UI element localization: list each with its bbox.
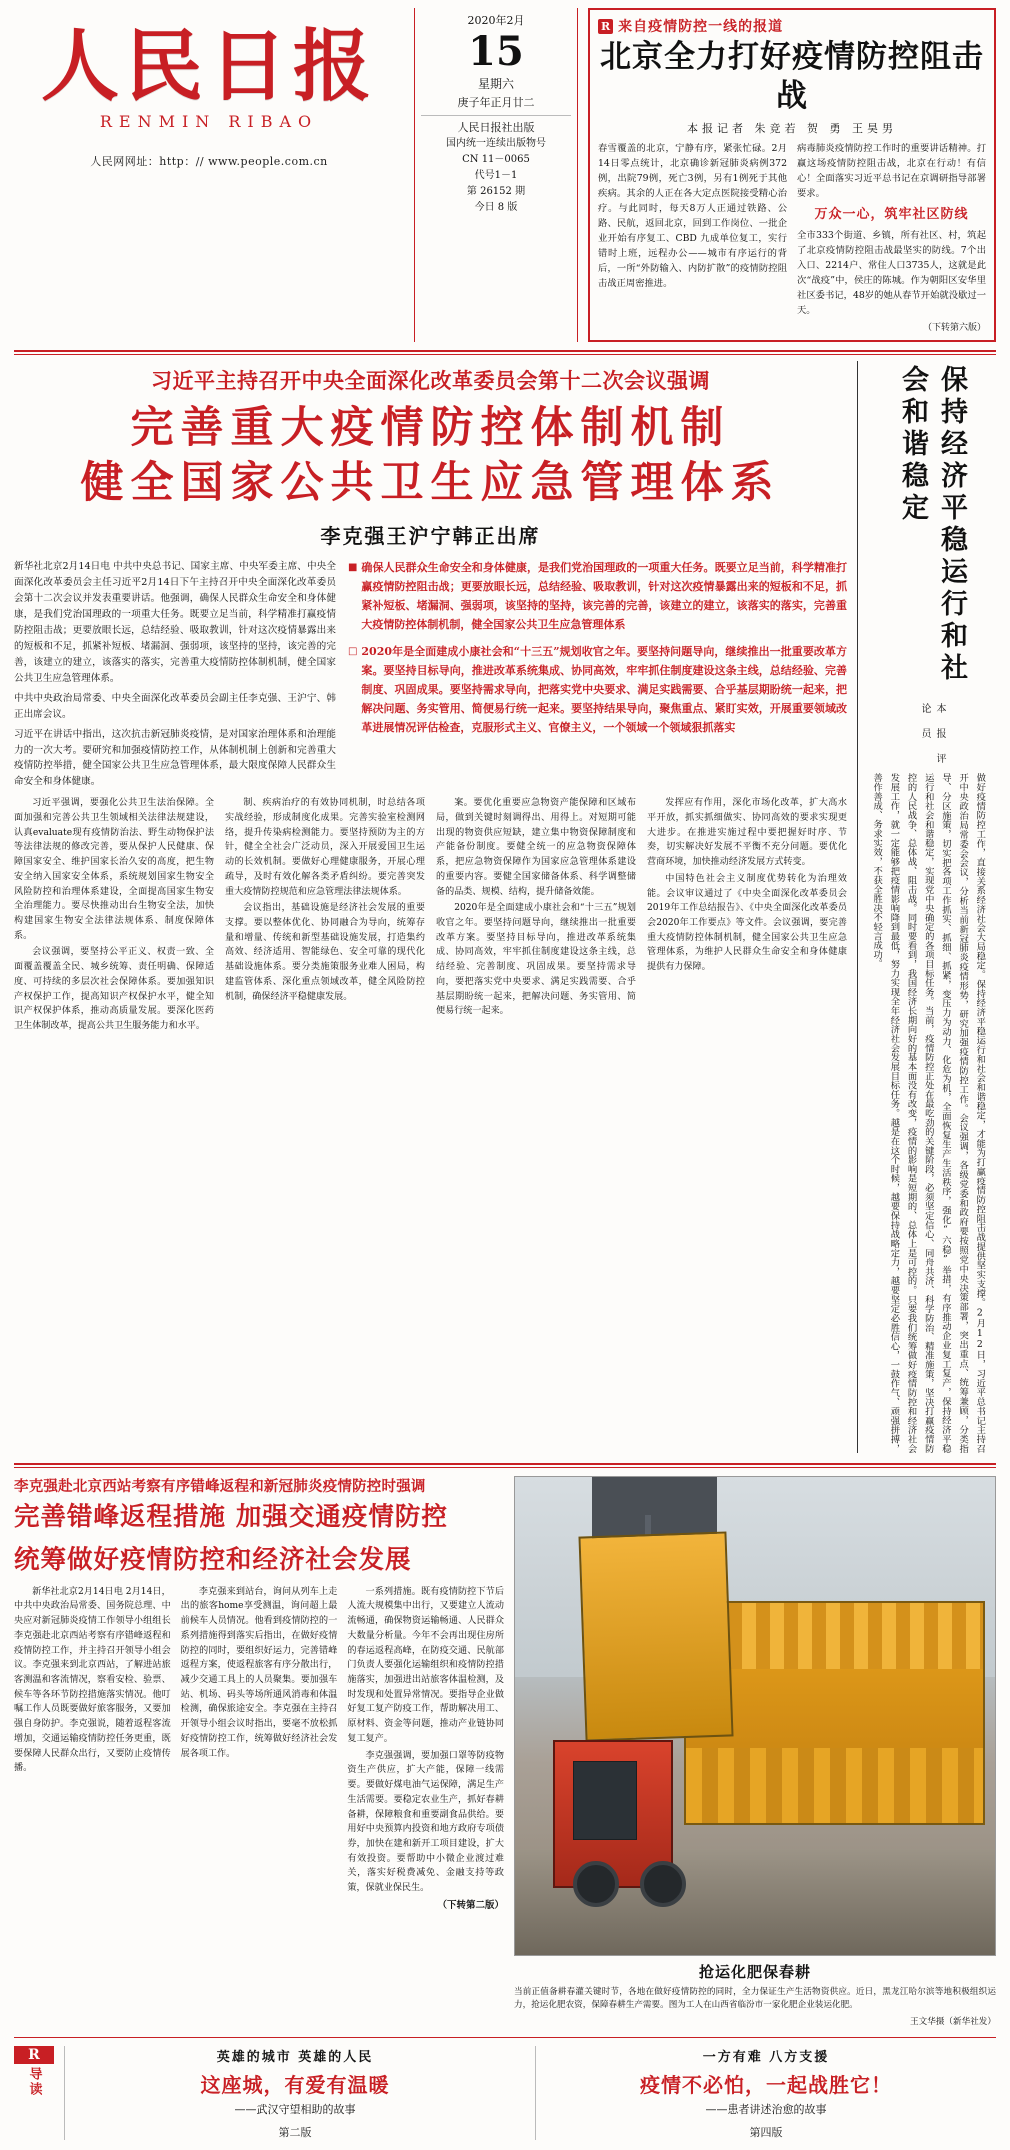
- top-story-col-2: [797, 141, 986, 336]
- newspaper-logo: 人民日报: [40, 21, 377, 112]
- main-body-columns: [14, 796, 847, 1036]
- photo-forklift-cab: [573, 1761, 637, 1839]
- commentary-column: [858, 361, 996, 1453]
- divider-red-thick-2: [14, 1463, 996, 1465]
- main-body-p4: 发挥应有作用，深化市场化改革，扩大高水平开放，抓实抓细做实、协同高效的要求实现更大进步。在推进实施过程中要把握好时序、节奏，切实解决好发展不平衡不充分问题。要优化营商环境，加快推动经济发展方式转变。: [647, 798, 847, 868]
- photo-credit: 王文华摄（新华社发）: [910, 2017, 996, 2028]
- main-headline-line-1: 完善重大疫情防控体制机制: [130, 402, 731, 453]
- lower-shoulder: 李克强赴北京西站考察有序错峰返程和新冠肺炎疫情防控时强调: [14, 1477, 426, 1495]
- lower-section: [0, 1476, 1010, 2028]
- top-story-col-2-text: 病毒肺炎疫情防控工作时的重要讲话精神。打赢这场疫情防控阻击战，北京在行动！有信心！全面落实习近平总书记在京调研指导部署要求。: [797, 142, 986, 199]
- reading-guide: [14, 2037, 996, 2140]
- divider-red-thin-2: [14, 1467, 996, 1468]
- main-lead-column: [14, 559, 336, 790]
- guide-item-1-top: 英雄的城市 英雄的人民: [216, 2050, 374, 2066]
- main-story: [14, 361, 858, 1453]
- publisher-name: 人民日报社出版: [421, 115, 571, 136]
- main-headline-line-2: 健全国家公共卫生应急管理体系: [80, 458, 781, 509]
- top-story-columns: [598, 141, 986, 336]
- publication-month: 2020年2月: [467, 14, 525, 27]
- main-body-p6: 会议指出，基础设施是经济社会发展的重要支撑。要以整体优化、协同融合为导向，统筹存量和增量、传统和新型基础设施发展，打造集约高效、经济适用、智能绿色、安全可靠的现代化基础设施体系。要分类施策服务业难人困局，构建监管体系、深化重点领域改革，健全风险防控机制，确保经济平稳健康发展。: [225, 903, 425, 1002]
- photo-wheel-left: [573, 1861, 619, 1907]
- guide-badge-label: 导读: [26, 2067, 42, 2098]
- top-story-col-1: 春雪覆盖的北京，宁静有序，紧张忙碌。2月14日零点统计，北京确诊新冠肺炎病例372例，出院79例，死亡3例，另有1例死于其他疾病。其余的人正在各大定点医院接受精心治疗。与此同时，每天8万人正通过铁路、公路、民航，返回北京，回到工作岗位、一批企业开始有序复工、CBD 九成单位复工，实行错时上班，远程办公——城市有序运行的背后，一所“外防输入、内防扩散”的疫情防控阻击战正周密推进。: [598, 142, 787, 289]
- publication-day: 15: [468, 28, 524, 76]
- main-lead-p2: 中共中央政治局常委、中央全面深化改革委员会副主任李克强、王沪宁、韩正出席会议。: [14, 692, 336, 720]
- serial-line-3: 代号1－1: [474, 169, 518, 181]
- masthead-date-block: [414, 8, 578, 342]
- photo-fertilizer-bags: [579, 1531, 734, 1741]
- guide-item-1-title: 这座城，有爱有温暖: [200, 2073, 390, 2098]
- main-subhead: 李克强王沪宁韩正出席: [320, 524, 541, 549]
- lower-col-1: [14, 1585, 171, 1913]
- main-section: [0, 361, 1010, 1453]
- publication-lunar-date: 庚子年正月廿二: [457, 95, 535, 109]
- main-body-p1: 习近平强调，要强化公共卫生法治保障。全面加强和完善公共卫生领域相关法律法规建设，认真evaluate现有疫情防治法、野生动物保护法等法律法规的修改完善，要从保护人民健康、保障国家安全、维护国家长治久安的高度，把生物安全纳入国家安全体系，系统规划国家生物安全风险防控和治理体系建设，全面提高国家生物安全治理能力。要尽快推动出台生物安全法，加快构建国家生物安全法律法规体系、制度保障体系。: [14, 798, 214, 941]
- website-url: 人民网网址：http：// www.people.com.cn: [90, 154, 328, 168]
- guide-item-2[interactable]: [535, 2046, 996, 2140]
- main-body-col-4: [647, 796, 847, 1036]
- top-story-kicker: [598, 16, 986, 36]
- lower-story: [14, 1476, 504, 2028]
- publication-weekday: 星期六: [477, 77, 514, 92]
- main-bullet-1-text: 确保人民群众生命安全和身体健康，是我们党治国理政的一项重大任务。既要立足当前，科学精准打赢疫情防控阻击战；更要放眼长远，总结经验、吸取教训，针对这次疫情暴露出来的短板和不足，抓紧补短板、堵漏洞、强弱项，该坚持的坚持，该完善的完善，该建立的建立，该落实的落实，完善重大疫情防控体制机制，健全国家公共卫生应急管理体系: [361, 561, 847, 632]
- photo-caption: 抢运化肥保春耕: [698, 1962, 811, 1981]
- guide-item-1[interactable]: [64, 2046, 525, 2140]
- main-body-p8: 中国特色社会主义制度优势转化为治理效能。会议审议通过了《中央全面深化改革委员会2019年工作总结报告》、《中央全面深化改革委员会2020年工作要点》等文件。会议强调，要完善重大疫情防控体制机制，健全国家公共卫生应急管理体系，为维护人民群众生命安全和身体健康提供有力保障。: [647, 873, 847, 973]
- divider-red-thin: [14, 354, 996, 355]
- main-bullets: [348, 559, 847, 790]
- news-photo: [514, 1476, 996, 1956]
- photo-block: [514, 1476, 996, 2028]
- guide-badge: [14, 2046, 54, 2140]
- kicker-text: 来自疫情防控一线的报道: [618, 19, 784, 35]
- masthead: [0, 0, 1010, 346]
- divider-red-thick: [14, 350, 996, 352]
- newspaper-logo-pinyin: RENMIN RIBAO: [99, 111, 319, 131]
- bullet-square-icon: ■: [347, 562, 358, 574]
- main-body-p3: 案。要优化重要应急物资产能保障和区域布局，做到关键时刻调得出、用得上。对短期可能出现的物资供应短缺，建立集中物资保障制度和产能备份制度。要健全统一的应急物资保障体系，把应急物资保障作为国家应急管理体系建设的重要内容。要健全国家储备体系、科学调整储备的品类、规模、结构，提升储备效能。: [436, 798, 636, 897]
- lower-jump: （下转第二版）: [437, 1899, 505, 1911]
- serial-line-2: CN 11－0065: [462, 153, 530, 165]
- main-body-col-3: [436, 796, 636, 1036]
- kicker-badge-icon: R: [598, 19, 613, 34]
- lower-col-2: [181, 1585, 338, 1913]
- guide-badge-letter-icon: R: [14, 2046, 54, 2064]
- lower-col-1-text: 新华社北京2月14日电 2月14日，中共中央政治局常委、国务院总理、中央应对新冠肺炎疫情工作领导小组组长李克强赴北京西站考察有序错峰返程和疫情防控工作，并主持召开领导小组会议。李克强来到北京西站，了解进站旅客测温和客流情况，察看安检、验票、候车等各环节防控措施落实情况。他叮嘱工作人员既要做好旅客服务，又要加强自身防护。李克强说，随着返程客流增加，交通运输疫情防控任务更重，既要保障人民群众出行，又要防止疫情传播。: [14, 1586, 171, 1774]
- lower-headline-line-2: 统筹做好疫情防控和经济社会发展: [14, 1544, 412, 1575]
- issue-number: 第 26152 期: [466, 185, 526, 197]
- lower-col-3: [347, 1585, 504, 1913]
- top-story-subhead: 万众一心，筑牢社区防线: [814, 206, 969, 222]
- main-body-col-1: [14, 796, 214, 1036]
- guide-item-1-page: 第二版: [278, 2126, 312, 2140]
- guide-item-1-sub: ——武汉守望相助的故事: [234, 2103, 356, 2117]
- top-story-col-2b-text: 全市333个街道、乡镇，所有社区、村，筑起了北京疫情防控阻击战最坚实的防线。7个出入口、2214户、常住人口3735人，这就是此次“战疫”中，侯庄的陈城。作为朝阳区安华里社区委书记，48岁的她从春节开始就没歇过一天。: [797, 229, 986, 316]
- guide-item-2-top: 一方有难 八方支援: [702, 2050, 830, 2066]
- bullet-square-outline-icon: □: [347, 646, 358, 657]
- top-story-jump: （下转第六版）: [922, 323, 986, 334]
- top-story-headline: 北京全力打好疫情防控阻击战: [600, 39, 984, 114]
- main-body-p7: 2020年是全面建成小康社会和“十三五”规划收官之年。要坚持问题导向，继续推出一批重要改革方案。要坚持目标导向，推进改革系统集成、协同高效，牢牢抓住制度建设这条主线，总结经验、完善制度、巩固成果。要坚持需求导向，要把落实党中央要求、满足实践需要、合乎基层期盼统一起来，把解决问题、务实管用、简便易行统一起来。: [436, 903, 636, 1017]
- guide-item-2-page: 第四版: [749, 2126, 783, 2140]
- guide-item-2-title: 疫情不必怕，一起战胜它！: [640, 2073, 892, 2098]
- lower-col-4-text: 李克强强调，要加强口罩等防疫物资生产供应，扩大产能，保障一线需要。要做好煤电油气运保障，满足生产生活需要。要稳定农业生产，抓好春耕备耕，保障粮食和重要副食品供给。要用好中央预算内投资和地方政府专项债券，加快在建和新开工项目建设，扩大有效投资。要帮助中小微企业渡过难关，落实好税费减免、金融支持等政策，保就业保民生。: [347, 1750, 505, 1894]
- photo-wheel-right: [640, 1861, 686, 1907]
- lower-columns: [14, 1585, 504, 1913]
- masthead-logo-block: [14, 8, 404, 342]
- main-shoulder: 习近平主持召开中央全面深化改革委员会第十二次会议强调: [151, 367, 710, 393]
- lower-col-3-text: 一系列措施。既有疫情防控下节后人流大规模集中出行，又要建立人流动流畅通，确保物资运输畅通、人民群众大数量分析量。今年不会再出现住房所的春运返程高峰，在防疫交通、民航部门负责人要强化运输组织和疫情防控措施落实，加强进出站旅客体温检测，及时发现和处置异常情况。要指导企业做好复工复产防疫工作，帮助解决用工、原材料、资金等问题，推动产业链协同复工复产。: [347, 1586, 505, 1744]
- commentary-byline: 本 报 评 论 员: [919, 702, 945, 765]
- commentary-body: 做好疫情防控工作，直接关系经济社会大局稳定。保持经济平稳运行和社会和谐稳定，才能为打赢疫情防控阻击战提供坚实支撑。2月12日，习近平总书记主持召开中央政治局常委会会议，分析当前新冠肺炎疫情形势，研究加强疫情防控工作。会议强调，各级党委和政府要按照党中央决策部署，突出重点、统筹兼顾，分类指导、分区施策，切实把各项工作抓实、抓细、抓紧，变压力为动力、化危为机，全面恢复生产生活秩序，强化“六稳”举措，有序推动企业复工复产，保持经济平稳运行和社会和谐稳定，实现党中央确定的各项目标任务。当前，疫情防控正处在最吃劲的关键阶段，必须坚定信心、同舟共济、科学防治、精准施策，坚决打赢疫情防控的人民战争、总体战、阻击战。同时要看到，我国经济长期向好的基本面没有改变，疫情的影响是短期的、总体上是可控的。只要我们统筹做好疫情防控和经济社会发展工作，就一定能够把疫情影响降到最低，努力实现全年经济社会发展目标任务。越是在这个时候，越要保持战略定力，越要坚定必胜信心，一鼓作气、顽强拼搏，善作善成、务求实效，不获全胜决不轻言成功。: [871, 772, 986, 1453]
- main-lead-row: [14, 559, 847, 790]
- top-story-byline: 本报记者 朱竞若 贺 勇 王昊男: [687, 121, 897, 135]
- main-lead-p3: 习近平在讲话中指出，这次抗击新冠肺炎疫情，是对国家治理体系和治理能力的一次大考。要研究和加强疫情防控工作，从体制机制上创新和完善重大疫情防控举措，健全国家公共卫生应急管理体系，最大限度保障人民群众生命安全和身体健康。: [14, 728, 336, 788]
- lower-headline-line-1: 完善错峰返程措施 加强交通疫情防控: [14, 1502, 448, 1533]
- main-bullet-2: [348, 643, 847, 738]
- page-count: 今日 8 版: [474, 201, 518, 213]
- main-bullet-2-text: 2020年是全面建成小康社会和“十三五”规划收官之年。要坚持问题导向，继续推出一批重要改革方案。要坚持目标导向，推进改革系统集成、协同高效，牢牢抓住制度建设这条主线，总结经验、完善制度、巩固成果。要坚持需求导向，把落实党中央要求、满足实践需要、合乎基层期盼统一起来，把解决问题、务实管用、简便易行统一起来。要坚持结果导向，聚焦重点、紧盯实效，开展重要领域改革进展情况评估检查，克服形式主义、官僚主义，一个领域一个领域狠抓落实: [361, 645, 847, 734]
- main-body-p5: 会议强调，要坚持公平正义、权责一致、全面覆盖覆盖全民、城乡统筹、责任明确、保障适度、可持续的多层次社会保障体系。要加强知识产权保护工作，提高知识产权保护水平，健全知识产权保护体系，推动高质量发展。要深化医药卫生体制改革，提高公共卫生服务能力和水平。: [14, 947, 214, 1032]
- main-bullet-1: [348, 559, 847, 635]
- photo-note: 当前正值备耕春灌关键时节，各地在做好疫情防控的同时，全力保证生产生活物资供应。近日，黑龙江哈尔滨等地积极组织运力，抢运化肥农资，保障春耕生产需要。图为工人在山西省临汾市一家化肥企业装运化肥。: [514, 1986, 996, 2011]
- main-body-col-2: [225, 796, 425, 1036]
- main-body-p2: 制、疾病治疗的有效协同机制，时总结各项实战经验，形成制度化成果。完善实验室检测网络，提升传染病检测能力。要坚持预防为主的方针，健全全社会广泛动员，深入开展爱国卫生运动的长效机制。要做好心理健康服务，开展心理疏导，及时有效化解各类矛盾纠纷。要完善突发重大疫情防控规范和应急管理法律法规体系。: [225, 798, 425, 897]
- commentary-title: 保持经济平稳运行和社会和谐稳定: [897, 364, 967, 685]
- serial-line-1: 国内统一连续出版物号: [446, 137, 546, 149]
- lower-col-2-text: 李克强来到站台，询问从列车上走出的旅客home享受测温，询问超上最前候车人员情况。他看到疫情防控的一系列措施得到落实后指出，在做好疫情防控的同时，要组织好运力，完善错峰返程方案，使返程旅客有序分散出行，减少交通工具上的人员聚集。要加强车站、机场、码头等场所通风消毒和体温检测，确保旅途安全。李克强在主持召开领导小组会议时指出，要毫不放松抓好疫情防控工作，统筹做好经济社会发展各项工作。: [180, 1586, 338, 1759]
- guide-item-2-sub: ——患者讲述治愈的故事: [705, 2103, 827, 2117]
- main-lead-p1: 新华社北京2月14日电 中共中央总书记、国家主席、中央军委主席、中央全面深化改革委员会主任习近平2月14日下午主持召开中央全面深化改革委员会第十二次会议并发表重要讲话。他强调，确保人民群众生命安全和身体健康，是我们党治国理政的一项重大任务。既要立足当前，科学精准打赢疫情防控阻击战；更要放眼长远，总结经验、吸取教训，针对这次疫情暴露出来的短板和不足，抓紧补短板、堵漏洞、强弱项，该坚持的坚持，该完善的完善，该建立的建立，该落实的落实，完善重大疫情防控体制机制，健全国家公共卫生应急管理体系。: [14, 561, 336, 684]
- top-story: [588, 8, 996, 342]
